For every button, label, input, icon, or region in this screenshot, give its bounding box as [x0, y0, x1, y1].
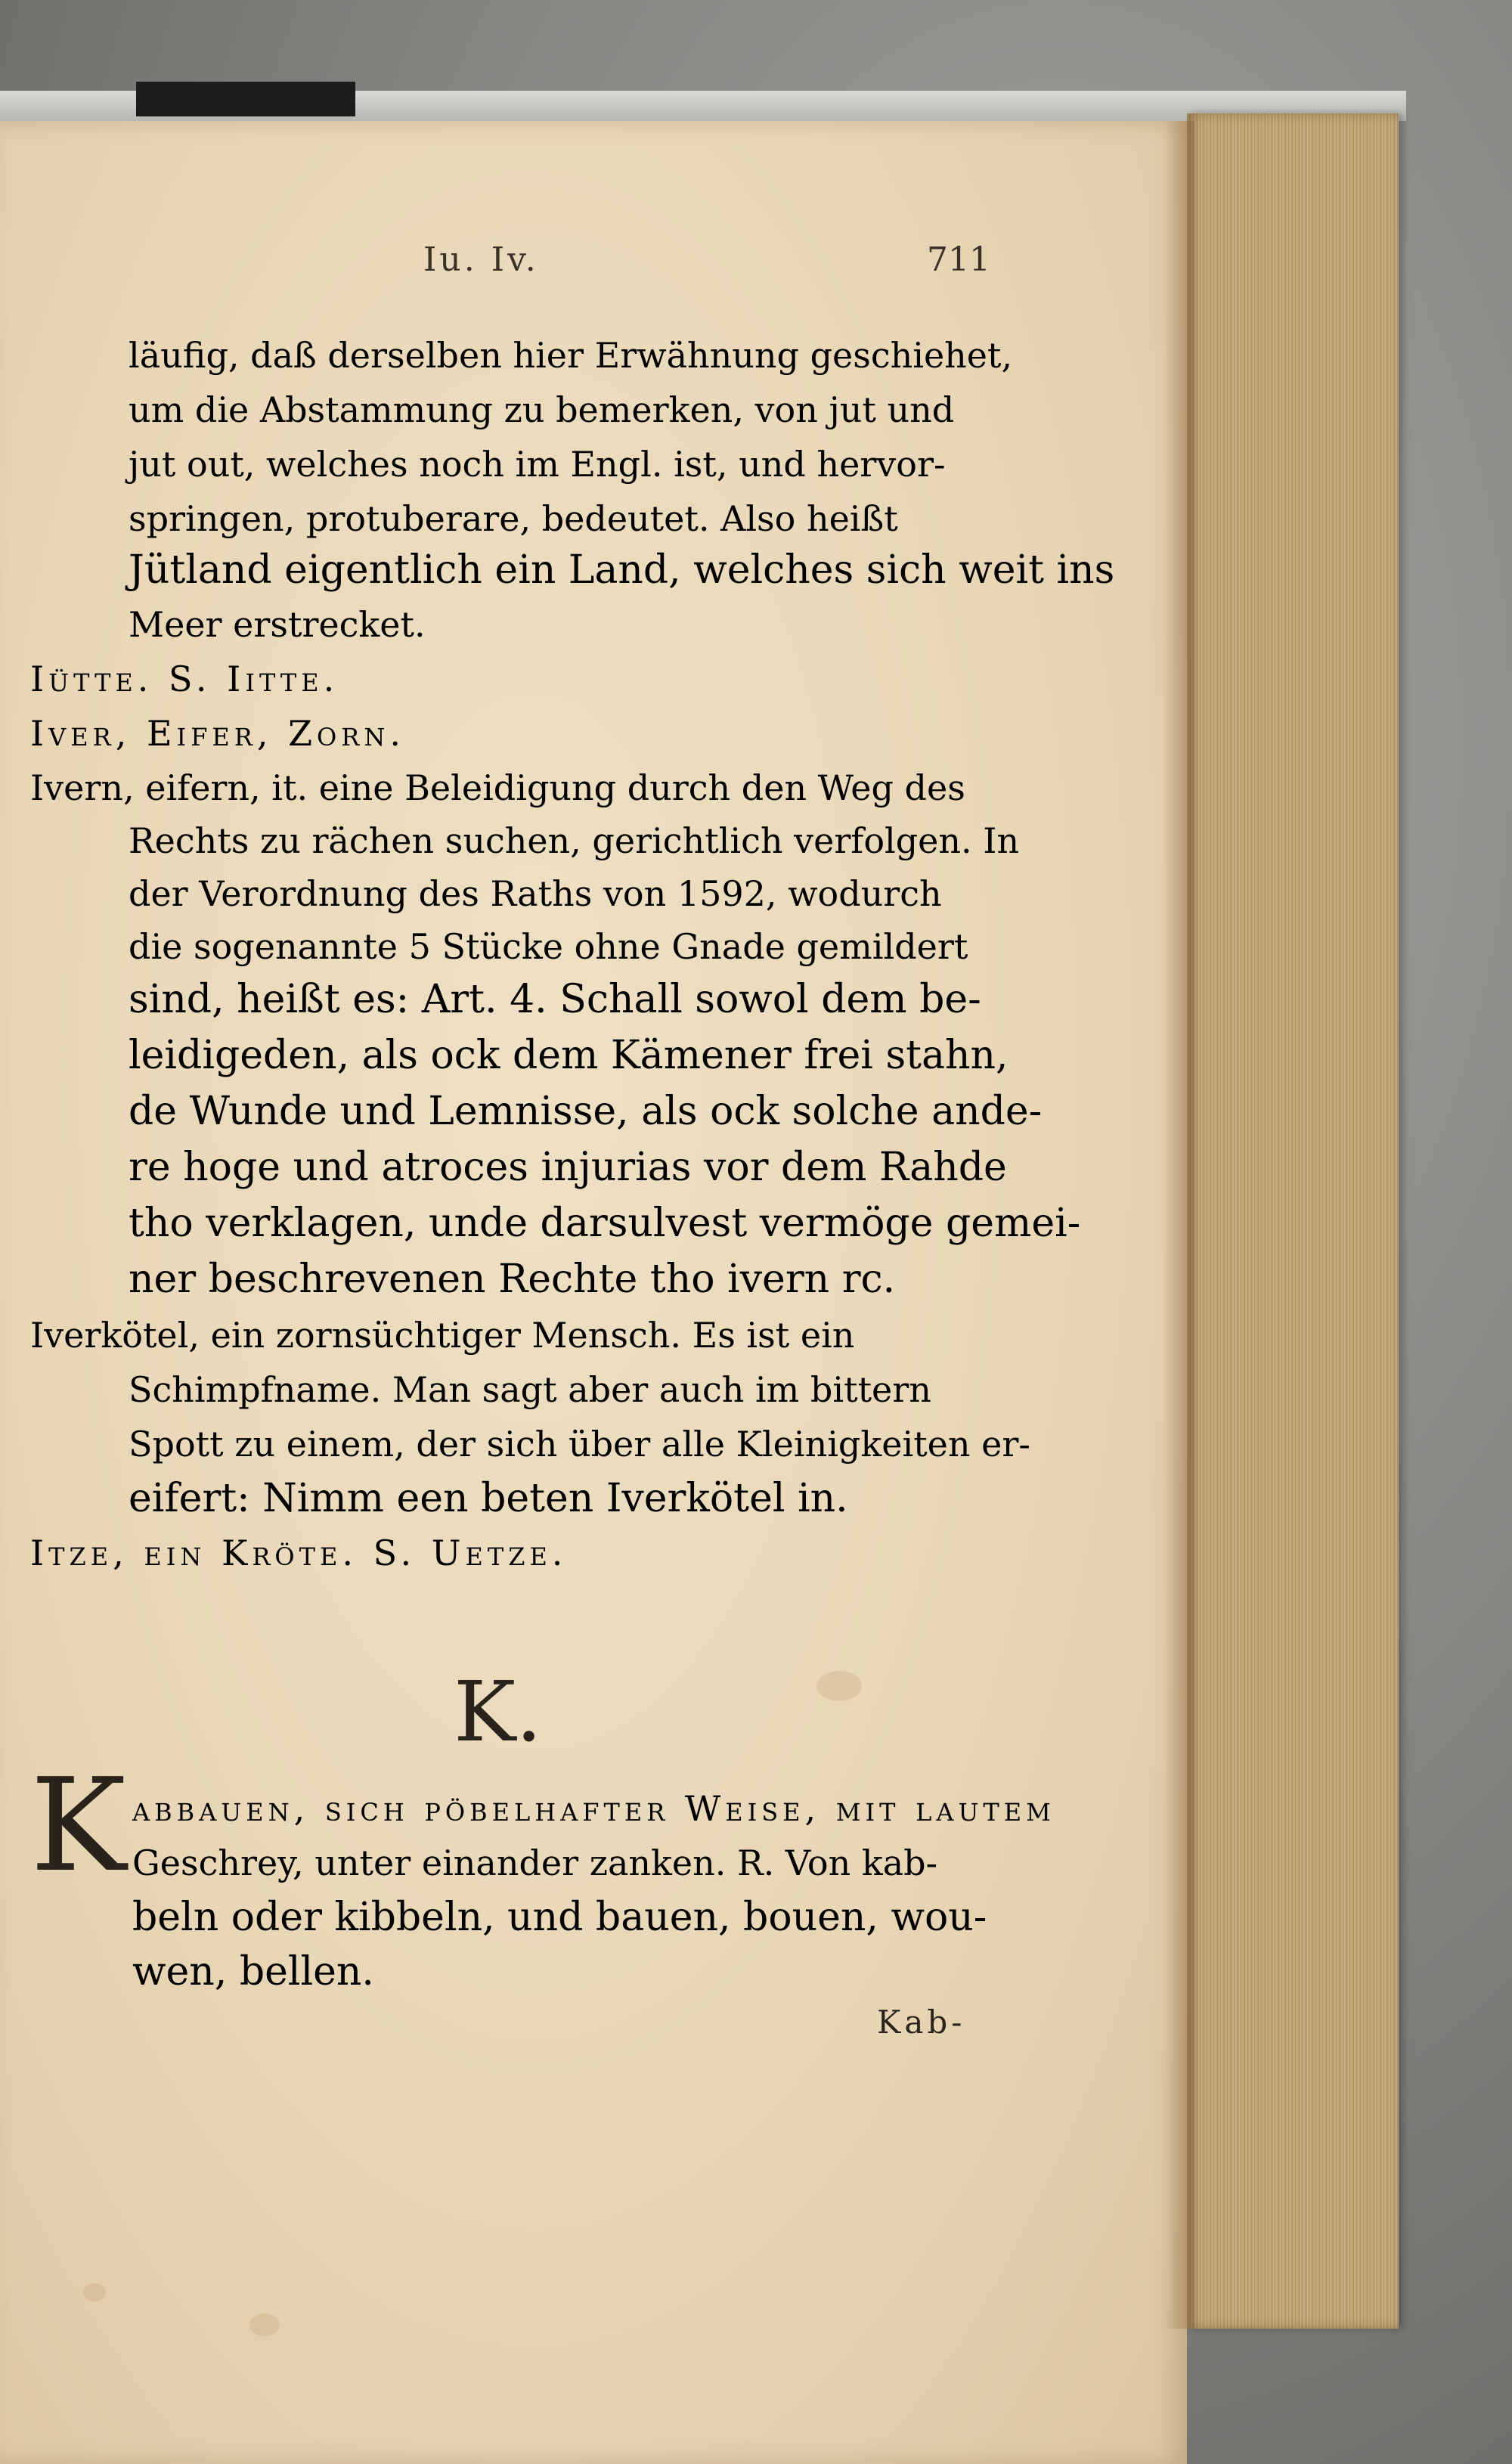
entry-headword-line: Ivern, eifern, it. eine Beleidigung durch den Weg des: [30, 767, 965, 808]
foxing-spot: [83, 2283, 106, 2301]
text-line: eifert: Nimm een beten Iverkötel in.: [129, 1476, 848, 1521]
text-line: jut out, welches noch im Engl. ist, und hervor-: [129, 444, 946, 485]
text-line: der Verordnung des Raths von 1592, wodurch: [129, 873, 942, 914]
text-line: springen, protuberare, bedeutet. Also heißt: [129, 498, 898, 539]
text-line: läufig, daß derselben hier Erwähnung geschiehet,: [129, 335, 1013, 376]
entry-headword-line: Iverkötel, ein zornsüchtiger Mensch. Es ist ein: [30, 1315, 855, 1356]
text-line: Jütland eigentlich ein Land, welches sich weit ins: [129, 547, 1115, 593]
text-line: de Wunde und Lemnisse, als ock solche ande-: [129, 1089, 1043, 1134]
bookmark-band: [136, 82, 355, 116]
page-gutter-shadow: [1164, 121, 1194, 2329]
page-block-edge: [1187, 113, 1399, 2329]
entry-headword-line: Iver, Eifer, Zorn.: [30, 713, 406, 754]
text-line: tho verklagen, unde darsulvest vermöge gemei-: [129, 1201, 1081, 1246]
entry-headword-line: Iütte. S. Iitte.: [30, 659, 339, 699]
foxing-spot: [816, 1671, 862, 1701]
text-line: leidigeden, als ock dem Kämener frei stahn,: [129, 1033, 1009, 1078]
text-line: die sogenannte 5 Stücke ohne Gnade gemildert: [129, 926, 968, 967]
foxing-spot: [249, 2314, 280, 2336]
text-line: Geschrey, unter einander zanken. R. Von kab-: [132, 1843, 938, 1883]
text-line: wen, bellen.: [132, 1949, 374, 1994]
text-line: sind, heißt es: Art. 4. Schall sowol dem be-: [129, 977, 981, 1022]
entry-headword-line: abbauen, sich pöbelhafter Weise, mit lautem: [132, 1788, 1055, 1829]
text-line: Schimpfname. Man sagt aber auch im bittern: [129, 1369, 931, 1410]
text-line: beln oder kibbeln, und bauen, bouen, wou-: [132, 1895, 987, 1940]
catchword: Kab-: [877, 2004, 966, 2041]
text-line: um die Abstammung zu bemerken, von jut und: [129, 389, 955, 430]
section-letter: K.: [454, 1663, 543, 1760]
text-line: Spott zu einem, der sich über alle Kleinigkeiten er-: [129, 1424, 1030, 1464]
text-line: ner beschrevenen Rechte tho ivern rc.: [129, 1257, 896, 1302]
entry-headword-line: Itze, ein Kröte. S. Uetze.: [30, 1533, 568, 1573]
running-head: [423, 240, 998, 286]
drop-cap: K: [30, 1751, 127, 1901]
text-line: Meer erstrecket.: [129, 604, 426, 645]
text-line: re hoge und atroces injurias vor dem Rahde: [129, 1145, 1007, 1190]
running-head-section: Iu. Iv.: [423, 240, 539, 279]
text-line: Rechts zu rächen suchen, gerichtlich verfolgen. In: [129, 820, 1020, 861]
page-number: 711: [927, 240, 990, 279]
